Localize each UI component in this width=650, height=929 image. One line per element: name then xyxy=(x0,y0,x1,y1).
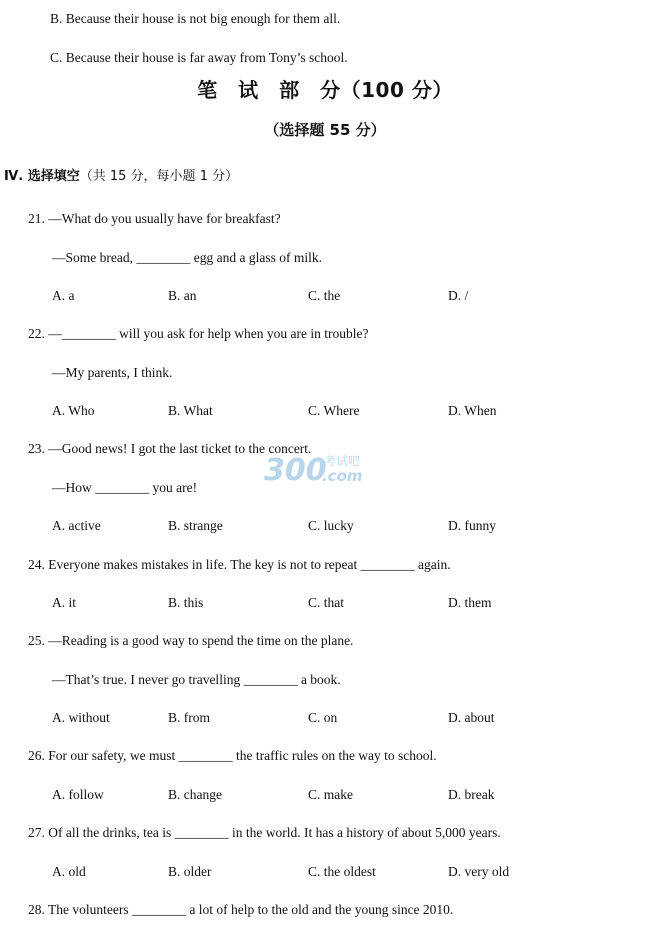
question-25-response: —That’s true. I never go travelling ________ a book. xyxy=(52,672,341,687)
q25-option-a[interactable]: A. without xyxy=(52,710,110,725)
q25-option-c[interactable]: C. on xyxy=(308,710,338,725)
section-header xyxy=(4,168,238,186)
question-23: 23. —Good news! I got the last ticket to the concert. xyxy=(28,441,312,456)
page-subtitle: （选择题 55 分） xyxy=(264,121,386,139)
q23-option-a[interactable]: A. active xyxy=(52,518,101,533)
q22-option-c[interactable]: C. Where xyxy=(308,403,360,418)
prev-option-c: C. Because their house is far away from Tony’s school. xyxy=(50,50,348,65)
q22-option-d[interactable]: D. When xyxy=(448,403,497,418)
q27-option-a[interactable]: A. old xyxy=(52,864,86,879)
question-22-response: —My parents, I think. xyxy=(52,365,173,380)
q26-option-c[interactable]: C. make xyxy=(308,787,353,802)
q21-option-d[interactable]: D. / xyxy=(448,288,469,303)
q22-option-b[interactable]: B. What xyxy=(168,403,213,418)
q21-option-b[interactable]: B. an xyxy=(168,288,197,303)
q26-option-d[interactable]: D. break xyxy=(448,787,495,802)
watermark-number: 300 xyxy=(264,453,327,486)
q26-option-b[interactable]: B. change xyxy=(168,787,222,802)
q23-option-d[interactable]: D. funny xyxy=(448,518,496,533)
prev-option-b: B. Because their house is not big enough for them all. xyxy=(50,11,341,26)
question-24: 24. Everyone makes mistakes in life. The key is not to repeat ________ again. xyxy=(28,557,451,572)
q22-option-a[interactable]: A. Who xyxy=(52,403,95,418)
section-note: （共 15 分，每小题 1 分） xyxy=(79,169,239,184)
q24-option-b[interactable]: B. this xyxy=(168,595,204,610)
section-label: Ⅳ. 选择填空 xyxy=(4,169,80,184)
question-21: 21. —What do you usually have for breakfast? xyxy=(28,211,281,226)
q24-option-a[interactable]: A. it xyxy=(52,595,77,610)
question-26: 26. For our safety, we must ________ the traffic rules on the way to school. xyxy=(28,748,437,763)
q24-option-c[interactable]: C. that xyxy=(308,595,344,610)
q25-option-d[interactable]: D. about xyxy=(448,710,495,725)
watermark-text-cn: 考试吧 xyxy=(324,454,361,468)
q23-option-c[interactable]: C. lucky xyxy=(308,518,354,533)
q25-option-b[interactable]: B. from xyxy=(168,710,210,725)
watermark-logo xyxy=(262,450,387,486)
question-22: 22. —________ will you ask for help when you are in trouble? xyxy=(28,326,369,341)
q23-option-b[interactable]: B. strange xyxy=(168,518,223,533)
q27-option-c[interactable]: C. the oldest xyxy=(308,864,376,879)
page-title: 笔 试 部 分（100 分） xyxy=(197,78,453,102)
question-23-response: —How ________ you are! xyxy=(52,480,198,495)
question-21-response: —Some bread, ________ egg and a glass of milk. xyxy=(52,250,322,265)
q27-option-b[interactable]: B. older xyxy=(168,864,212,879)
question-25: 25. —Reading is a good way to spend the time on the plane. xyxy=(28,633,354,648)
question-28: 28. The volunteers ________ a lot of help to the old and the young since 2010. xyxy=(28,902,454,917)
q21-option-a[interactable]: A. a xyxy=(52,288,75,303)
q27-option-d[interactable]: D. very old xyxy=(448,864,510,879)
question-27: 27. Of all the drinks, tea is ________ in the world. It has a history of about 5,000 years. xyxy=(28,825,501,840)
q21-option-c[interactable]: C. the xyxy=(308,288,341,303)
q26-option-a[interactable]: A. follow xyxy=(52,787,104,802)
watermark-text-en: .com xyxy=(322,467,363,485)
q24-option-d[interactable]: D. them xyxy=(448,595,492,610)
